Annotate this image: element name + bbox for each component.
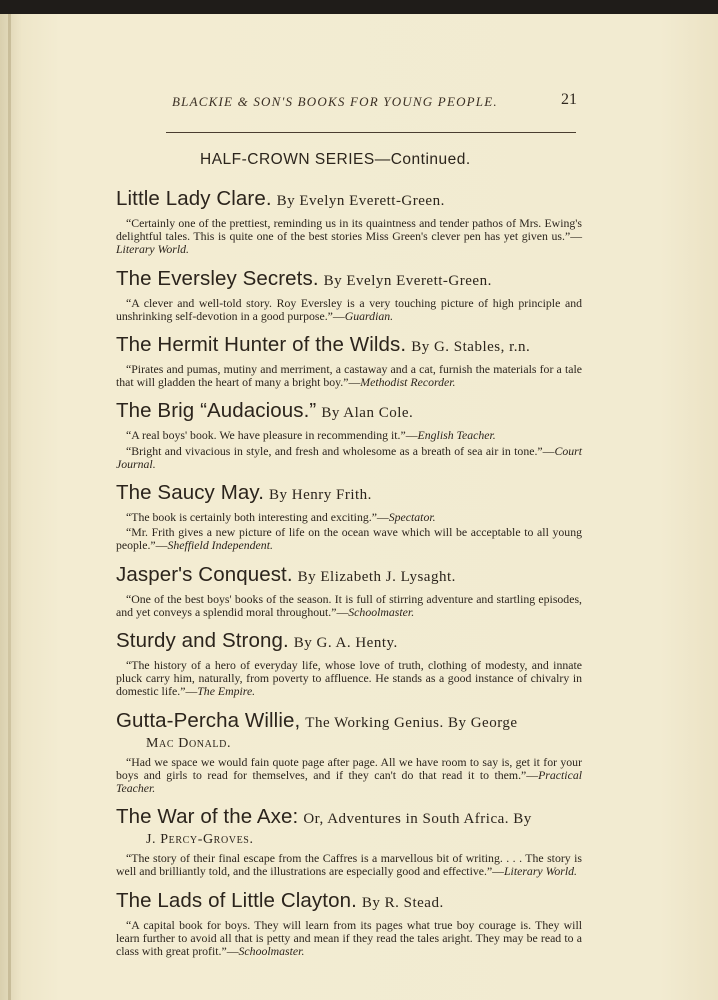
page-header — [172, 90, 577, 114]
book-author: By Henry Frith. — [269, 487, 372, 504]
running-head: BLACKIE & SON'S BOOKS FOR YOUNG PEOPLE. — [172, 94, 498, 109]
review — [116, 511, 582, 524]
entry-title-line — [116, 187, 582, 213]
book-title: The Hermit Hunter of the Wilds. — [116, 333, 407, 357]
review — [116, 526, 582, 552]
book-title: The War of the Axe: — [116, 805, 299, 829]
book-author-continued: J. Percy-Groves. — [146, 832, 254, 848]
review-source: English Teacher. — [417, 428, 496, 443]
review — [116, 429, 582, 442]
review — [116, 593, 582, 619]
review-source: Literary World. — [116, 242, 189, 257]
review-source: Schoolmaster. — [348, 604, 415, 619]
header-rule — [166, 132, 576, 133]
book-title: Gutta-Percha Willie, — [116, 708, 301, 732]
book-entry — [116, 481, 582, 553]
book-title: The Brig “Audacious.” — [116, 399, 317, 423]
entry-title-line — [116, 563, 582, 589]
book-author: By R. Stead. — [361, 894, 444, 911]
entry-title-line — [116, 889, 582, 915]
review — [116, 445, 582, 471]
book-entry — [116, 267, 582, 323]
book-entry — [116, 333, 582, 389]
book-author: The Working Genius. By George — [305, 714, 518, 731]
book-entry — [116, 805, 582, 878]
review-text: “Mr. Frith gives a new picture of life on the ocean wave which will be acceptable to all young people.”— — [116, 525, 582, 553]
book-author: Or, Adventures in South Africa. By — [303, 811, 532, 828]
review — [116, 919, 582, 959]
review — [116, 756, 582, 796]
review-source: Spectator. — [388, 510, 436, 525]
book-author: By Elizabeth J. Lysaght. — [297, 568, 456, 585]
review-text: “Bright and vivacious in style, and fresh and wholesome as a breath of sea air in tone.”— — [126, 443, 555, 458]
book-title: Sturdy and Strong. — [116, 629, 289, 653]
book-author: By Evelyn Everett-Green. — [323, 272, 492, 289]
book-page — [0, 14, 718, 1000]
review-text: “The history of a hero of everyday life, whose love of truth, clothing of modesty, and innate pluck carry him, naturally, from poverty to affluence. He stands as a good instance of chivalry in domestic life.”— — [116, 658, 582, 699]
entry-title-line — [116, 267, 582, 293]
book-title: Jasper's Conquest. — [116, 562, 293, 586]
review — [116, 852, 582, 878]
page-binding — [8, 14, 11, 1000]
review-text: “Had we space we would fain quote page after page. All we have room to say is, get it for your boys and girls to read for themselves, and if they can't do that read it to them.”— — [116, 754, 582, 782]
review-source: Practical Teacher. — [116, 767, 582, 796]
book-author: By Alan Cole. — [321, 405, 414, 422]
review — [116, 363, 582, 389]
review-text: “A clever and well-told story. Roy Eversley is a very touching picture of high principle and unshrinking self-devotion in a good purpose.”— — [116, 295, 582, 323]
review — [116, 297, 582, 323]
book-author: By G. A. Henty. — [293, 635, 398, 652]
book-author: By G. Stables, r.n. — [411, 339, 531, 356]
book-title: The Lads of Little Clayton. — [116, 888, 357, 912]
entry-title-line — [116, 629, 582, 655]
review-text: “Certainly one of the prettiest, reminding us in its quaintness and tender pathos of Mrs. Ewing's delightful tales. This is quite one of the best stories Miss Green's clever pen has yet given us.”— — [116, 216, 582, 244]
review-text: “A real boys' book. We have pleasure in recommending it.”— — [126, 428, 418, 443]
review — [116, 659, 582, 699]
review-source: Literary World. — [503, 864, 577, 879]
entry-title-line — [116, 709, 582, 735]
review-source: Guardian. — [344, 308, 394, 323]
review-source: Methodist Recorder. — [360, 375, 456, 390]
book-entry — [116, 399, 582, 471]
book-author: By Evelyn Everett-Green. — [276, 193, 445, 209]
entry-title-line — [116, 481, 582, 507]
entry-title-line — [116, 333, 582, 359]
review-text: “The book is certainly both interesting and exciting.”— — [126, 510, 389, 525]
book-title: The Saucy May. — [116, 481, 264, 505]
book-entry — [116, 187, 582, 257]
review-source: Court Journal. — [116, 443, 582, 471]
top-edge — [0, 0, 718, 14]
book-entry — [116, 629, 582, 699]
review-text: “Pirates and pumas, mutiny and merriment, a castaway and a cat, furnish the materials for a tale that will gladden the heart of many a bright boy.”— — [116, 362, 582, 390]
review-text: “A capital book for boys. They will learn from its pages what true boy courage is. They will learn further to avoid all that is petty and mean if they read the tales aright. They may be read to a class with great profit.”— — [116, 917, 582, 959]
review — [116, 217, 582, 257]
entry-title-line — [116, 805, 582, 831]
book-author-continued: Mac Donald. — [146, 735, 232, 751]
entry-title-line — [116, 399, 582, 425]
review-text: “The story of their final escape from the Caffres is a marvellous bit of writing. . . . The story is well and brilliantly told, and the illustrations are especially good and effective.”— — [116, 851, 582, 879]
book-title: The Eversley Secrets. — [116, 266, 319, 290]
review-text: “One of the best boys' books of the season. It is full of stirring adventure and startling episodes, and yet conveys a splendid moral throughout.”— — [116, 591, 582, 619]
review-source: Schoolmaster. — [238, 944, 305, 959]
book-entry — [116, 563, 582, 619]
book-entry — [116, 889, 582, 959]
book-title: Little Lady Clare. — [116, 187, 272, 210]
review-source: The Empire. — [197, 684, 256, 699]
page-number: 21 — [561, 91, 577, 108]
section-heading: HALF-CROWN SERIES—Continued. — [200, 151, 471, 168]
book-entry — [116, 709, 582, 796]
book-list — [116, 187, 582, 968]
review-source: Sheffield Independent. — [167, 538, 273, 553]
